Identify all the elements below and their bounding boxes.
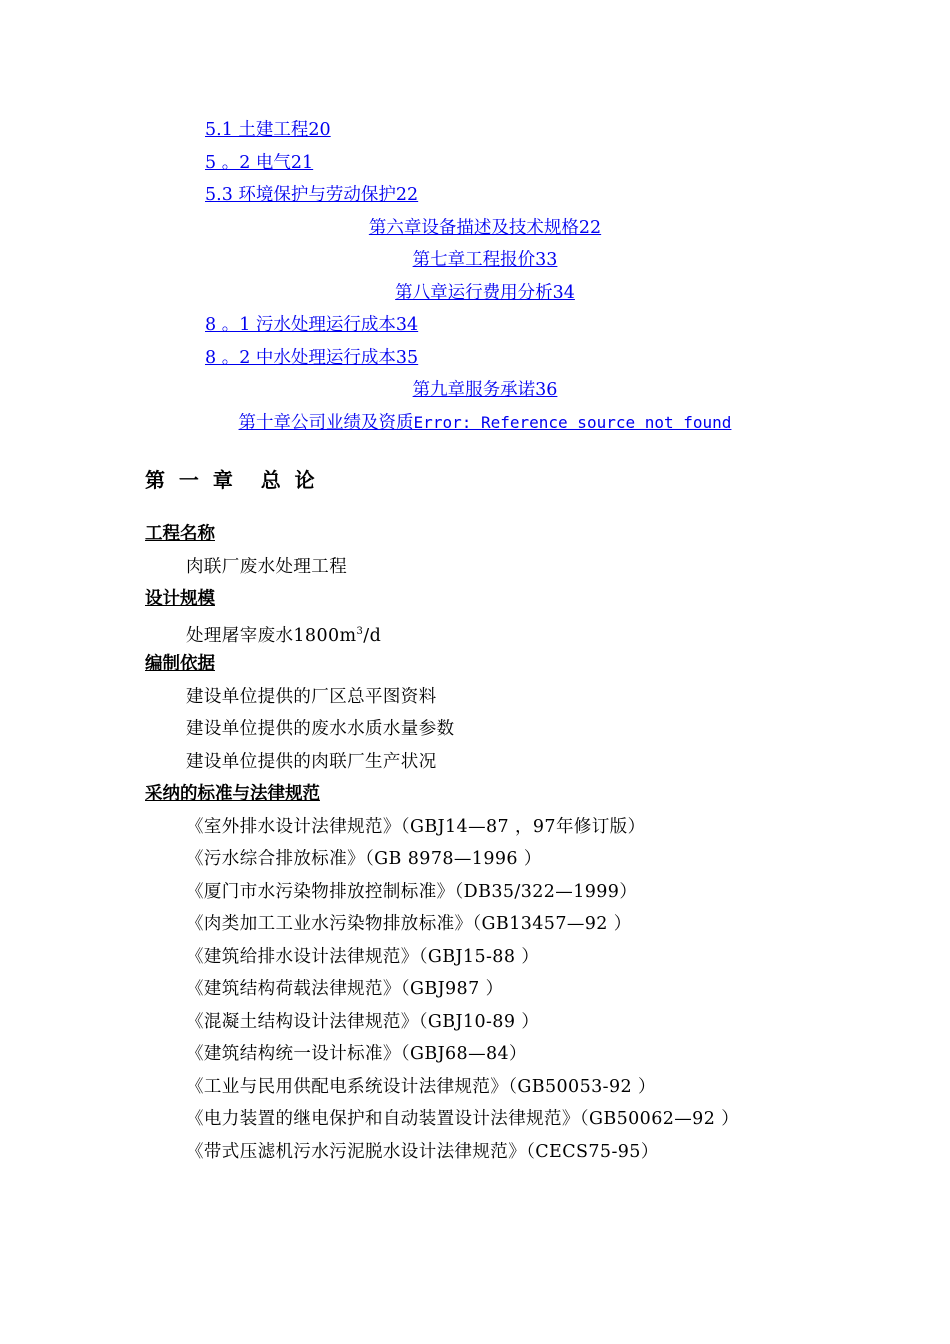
- basis-item: 建设单位提供的肉联厂生产状况: [186, 752, 437, 772]
- toc-link-chapter-7[interactable]: 第七章工程报价33: [412, 250, 558, 270]
- design-scale-prefix: 处理屠宰废水1800m: [186, 625, 357, 646]
- toc-link-5-1[interactable]: 5.1 土建工程20: [205, 120, 331, 140]
- toc-link-8-1[interactable]: 8 。1 污水处理运行成本34: [205, 315, 419, 335]
- toc-link-8-2[interactable]: 8 。2 中水处理运行成本35: [205, 348, 419, 368]
- toc-link-chapter-10-error: Error: Reference source not found: [413, 413, 732, 432]
- chapter-title: 第 一 章 总 论: [145, 468, 315, 492]
- project-name-text: 肉联厂废水处理工程: [186, 557, 348, 577]
- toc-link-chapter-6[interactable]: 第六章设备描述及技术规格22: [368, 218, 602, 238]
- toc-link-chapter-8[interactable]: 第八章运行费用分析34: [395, 283, 575, 303]
- standard-item: 《建筑结构统一设计标准》（GBJ68—84）: [186, 1044, 527, 1064]
- basis-item: 建设单位提供的厂区总平图资料: [186, 687, 437, 707]
- standard-item: 《建筑给排水设计法律规范》（GBJ15-88 ）: [186, 947, 540, 967]
- section-heading-basis: 编制依据: [145, 654, 215, 674]
- toc-link-5-2[interactable]: 5 。2 电气21: [205, 153, 314, 173]
- standard-item: 《工业与民用供配电系统设计法律规范》（GB50053-92 ）: [186, 1077, 656, 1097]
- standard-item: 《肉类加工工业水污染物排放标准》（GB13457—92 ）: [186, 914, 632, 934]
- standard-item: 《混凝土结构设计法律规范》（GBJ10-89 ）: [186, 1012, 540, 1032]
- toc-link-5-3[interactable]: 5.3 环境保护与劳动保护22: [205, 185, 419, 205]
- standard-item: 《电力装置的继电保护和自动装置设计法律规范》（GB50062—92 ）: [186, 1109, 740, 1129]
- design-scale-text: [186, 620, 381, 648]
- standard-item: 《带式压滤机污水污泥脱水设计法律规范》（CECS75-95）: [186, 1142, 659, 1162]
- basis-item: 建设单位提供的废水水质水量参数: [186, 719, 455, 739]
- section-heading-standards: 采纳的标准与法律规范: [145, 784, 320, 804]
- toc-link-chapter-10[interactable]: [0, 411, 950, 435]
- standard-item: 《污水综合排放标准》（GB 8978—1996 ）: [186, 849, 542, 869]
- section-heading-design-scale: 设计规模: [145, 589, 215, 609]
- section-heading-project-name: 工程名称: [145, 524, 215, 544]
- design-scale-superscript: 3: [356, 626, 364, 637]
- standard-item: 《建筑结构荷载法律规范》（GBJ987 ）: [186, 979, 504, 999]
- toc-link-chapter-9[interactable]: 第九章服务承诺36: [412, 380, 558, 400]
- design-scale-suffix: /d: [363, 625, 382, 646]
- standard-item: 《厦门市水污染物排放控制标准》（DB35/322—1999）: [186, 882, 638, 902]
- standard-item: 《室外排水设计法律规范》（GBJ14—87 ，97年修订版）: [186, 817, 646, 837]
- toc-link-chapter-10-label: 第十章公司业绩及资质: [238, 413, 414, 433]
